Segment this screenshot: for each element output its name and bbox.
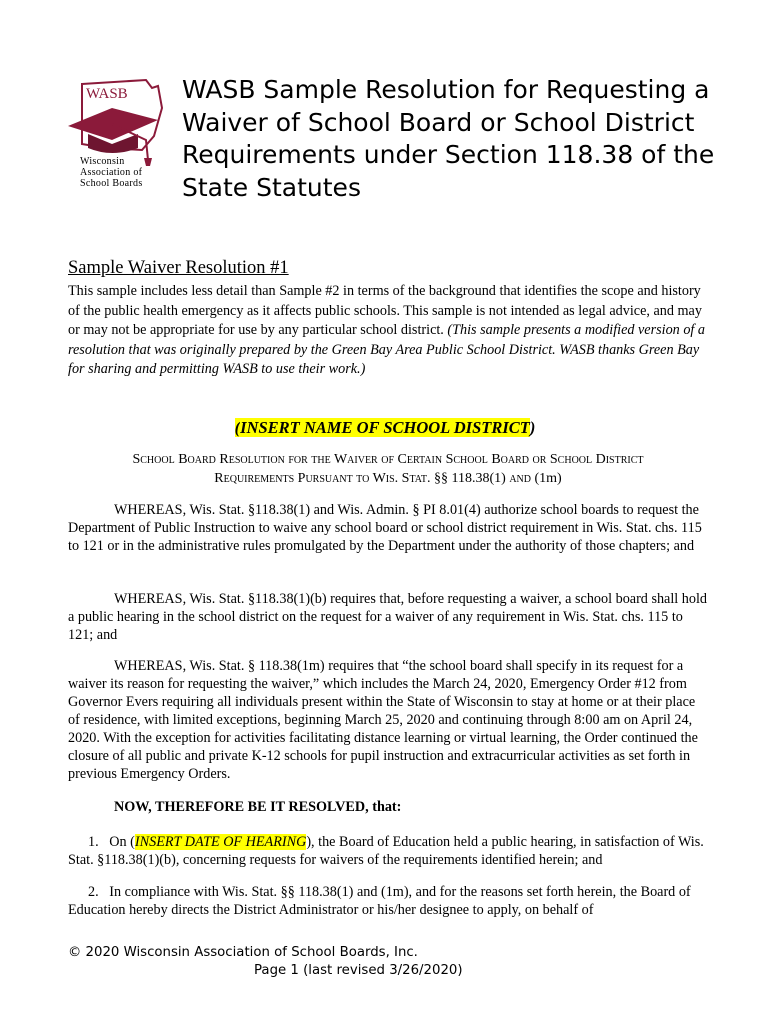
resolution-heading [68,450,708,488]
district-close-paren: ) [529,418,536,437]
resolved-heading: NOW, THEREFORE BE IT RESOLVED, that: [114,799,402,815]
document-title: WASB Sample Resolution for Requesting a Waiver of School Board or School District Requirements under Section 118.38 of the State Statutes [182,75,715,202]
whereas-clause-1: WHEREAS, Wis. Stat. §118.38(1) and Wis. Admin. § PI 8.01(4) authorize school boards to request the Department of Public Instruction to waive any school board or school district requirement in Wis. Stat. chs. 115 to 121 or in the administrative rules promulgated by the Department under the authority of those chapters; and [68,502,702,554]
item-2-text: In compliance with Wis. Stat. §§ 118.38(1) and (1m), and for the reasons set forth herein, the Board of Education hereby directs the District Administrator or his/her designee to apply, on behalf of [68,884,691,918]
resolution-heading-line2: Requirements Pursuant to Wis. Stat. [214,471,431,486]
district-name-placeholder [0,418,770,438]
item-1-number: 1. [88,834,99,850]
hearing-date-placeholder: INSERT DATE OF HEARING [134,834,307,850]
whereas-clause-3: WHEREAS, Wis. Stat. § 118.38(1m) requires that “the school board shall specify in its request for a waiver its reason for requesting the waiver,” which includes the March 24, 2020, Emergency Order #12 from Governor Evers requiring all individuals present within the State of Wisconsin to stay at home or at their place of residence, with limited exceptions, beginning March 25, 2020 and continuing through 8:00 am on April 24, 2020. With the exception for activities facilitating distance learning or virtual learning, the Order continued the closure of all public and private K-12 schools for pupil instruction and extracurricular activities as set forth in previous Emergency Orders. [68,658,698,782]
resolution-heading-and: and [509,471,531,486]
graduation-cap-icon [66,78,172,168]
logo-line-2: Association of [80,167,143,178]
intro-paragraph [68,282,708,380]
footer-copyright: © 2020 Wisconsin Association of School Boards, Inc. [68,945,418,960]
district-open-paren: ( [234,418,241,437]
intro-text: This sample includes less detail than Sample #2 in terms of the background that identifies the scope and history of the public health emergency as it affects public schools. This sample is not intended as legal advice, and may or may not be appropriate for use by any particular school district. [68,283,702,338]
resolution-item-2 [68,883,708,919]
resolution-item-1 [68,833,708,869]
item-1-after: ), the Board of Education held a public hearing, in satisfaction of Wis. Stat. §118.38(1)(b), concerning requests for waivers of the requirements identified herein; and [68,834,704,868]
resolution-heading-line1: School Board Resolution for the Waiver of Certain School Board or School District [132,452,644,467]
logo-line-3: School Boards [80,178,143,189]
footer-page-number: Page 1 (last revised 3/26/2020) [254,963,463,978]
sample-subheading: Sample Waiver Resolution #1 [68,258,289,278]
wasb-mark: WASB [86,86,128,102]
page-footer [68,944,708,980]
intro-italic-note: (This sample presents a modified version of a resolution that was originally prepared by the Green Bay Area Public School District. WASB thanks Green Bay for sharing and permitting WASB to use their work.) [68,322,705,377]
whereas-clause-2: WHEREAS, Wis. Stat. §118.38(1)(b) requires that, before requesting a waiver, a school board shall hold a public hearing in the school district on the request for a waiver of any requirement in Wis. Stat. chs. 115 to 121; and [68,591,708,643]
resolution-heading-end: (1m) [531,471,562,486]
resolution-heading-section: §§ 118.38(1) [430,471,510,486]
item-1-before: On ( [109,834,135,850]
logo-line-1: Wisconsin [80,156,125,167]
item-2-number: 2. [88,884,99,900]
district-placeholder-text: INSERT NAME OF SCHOOL DISTRICT [240,418,530,437]
